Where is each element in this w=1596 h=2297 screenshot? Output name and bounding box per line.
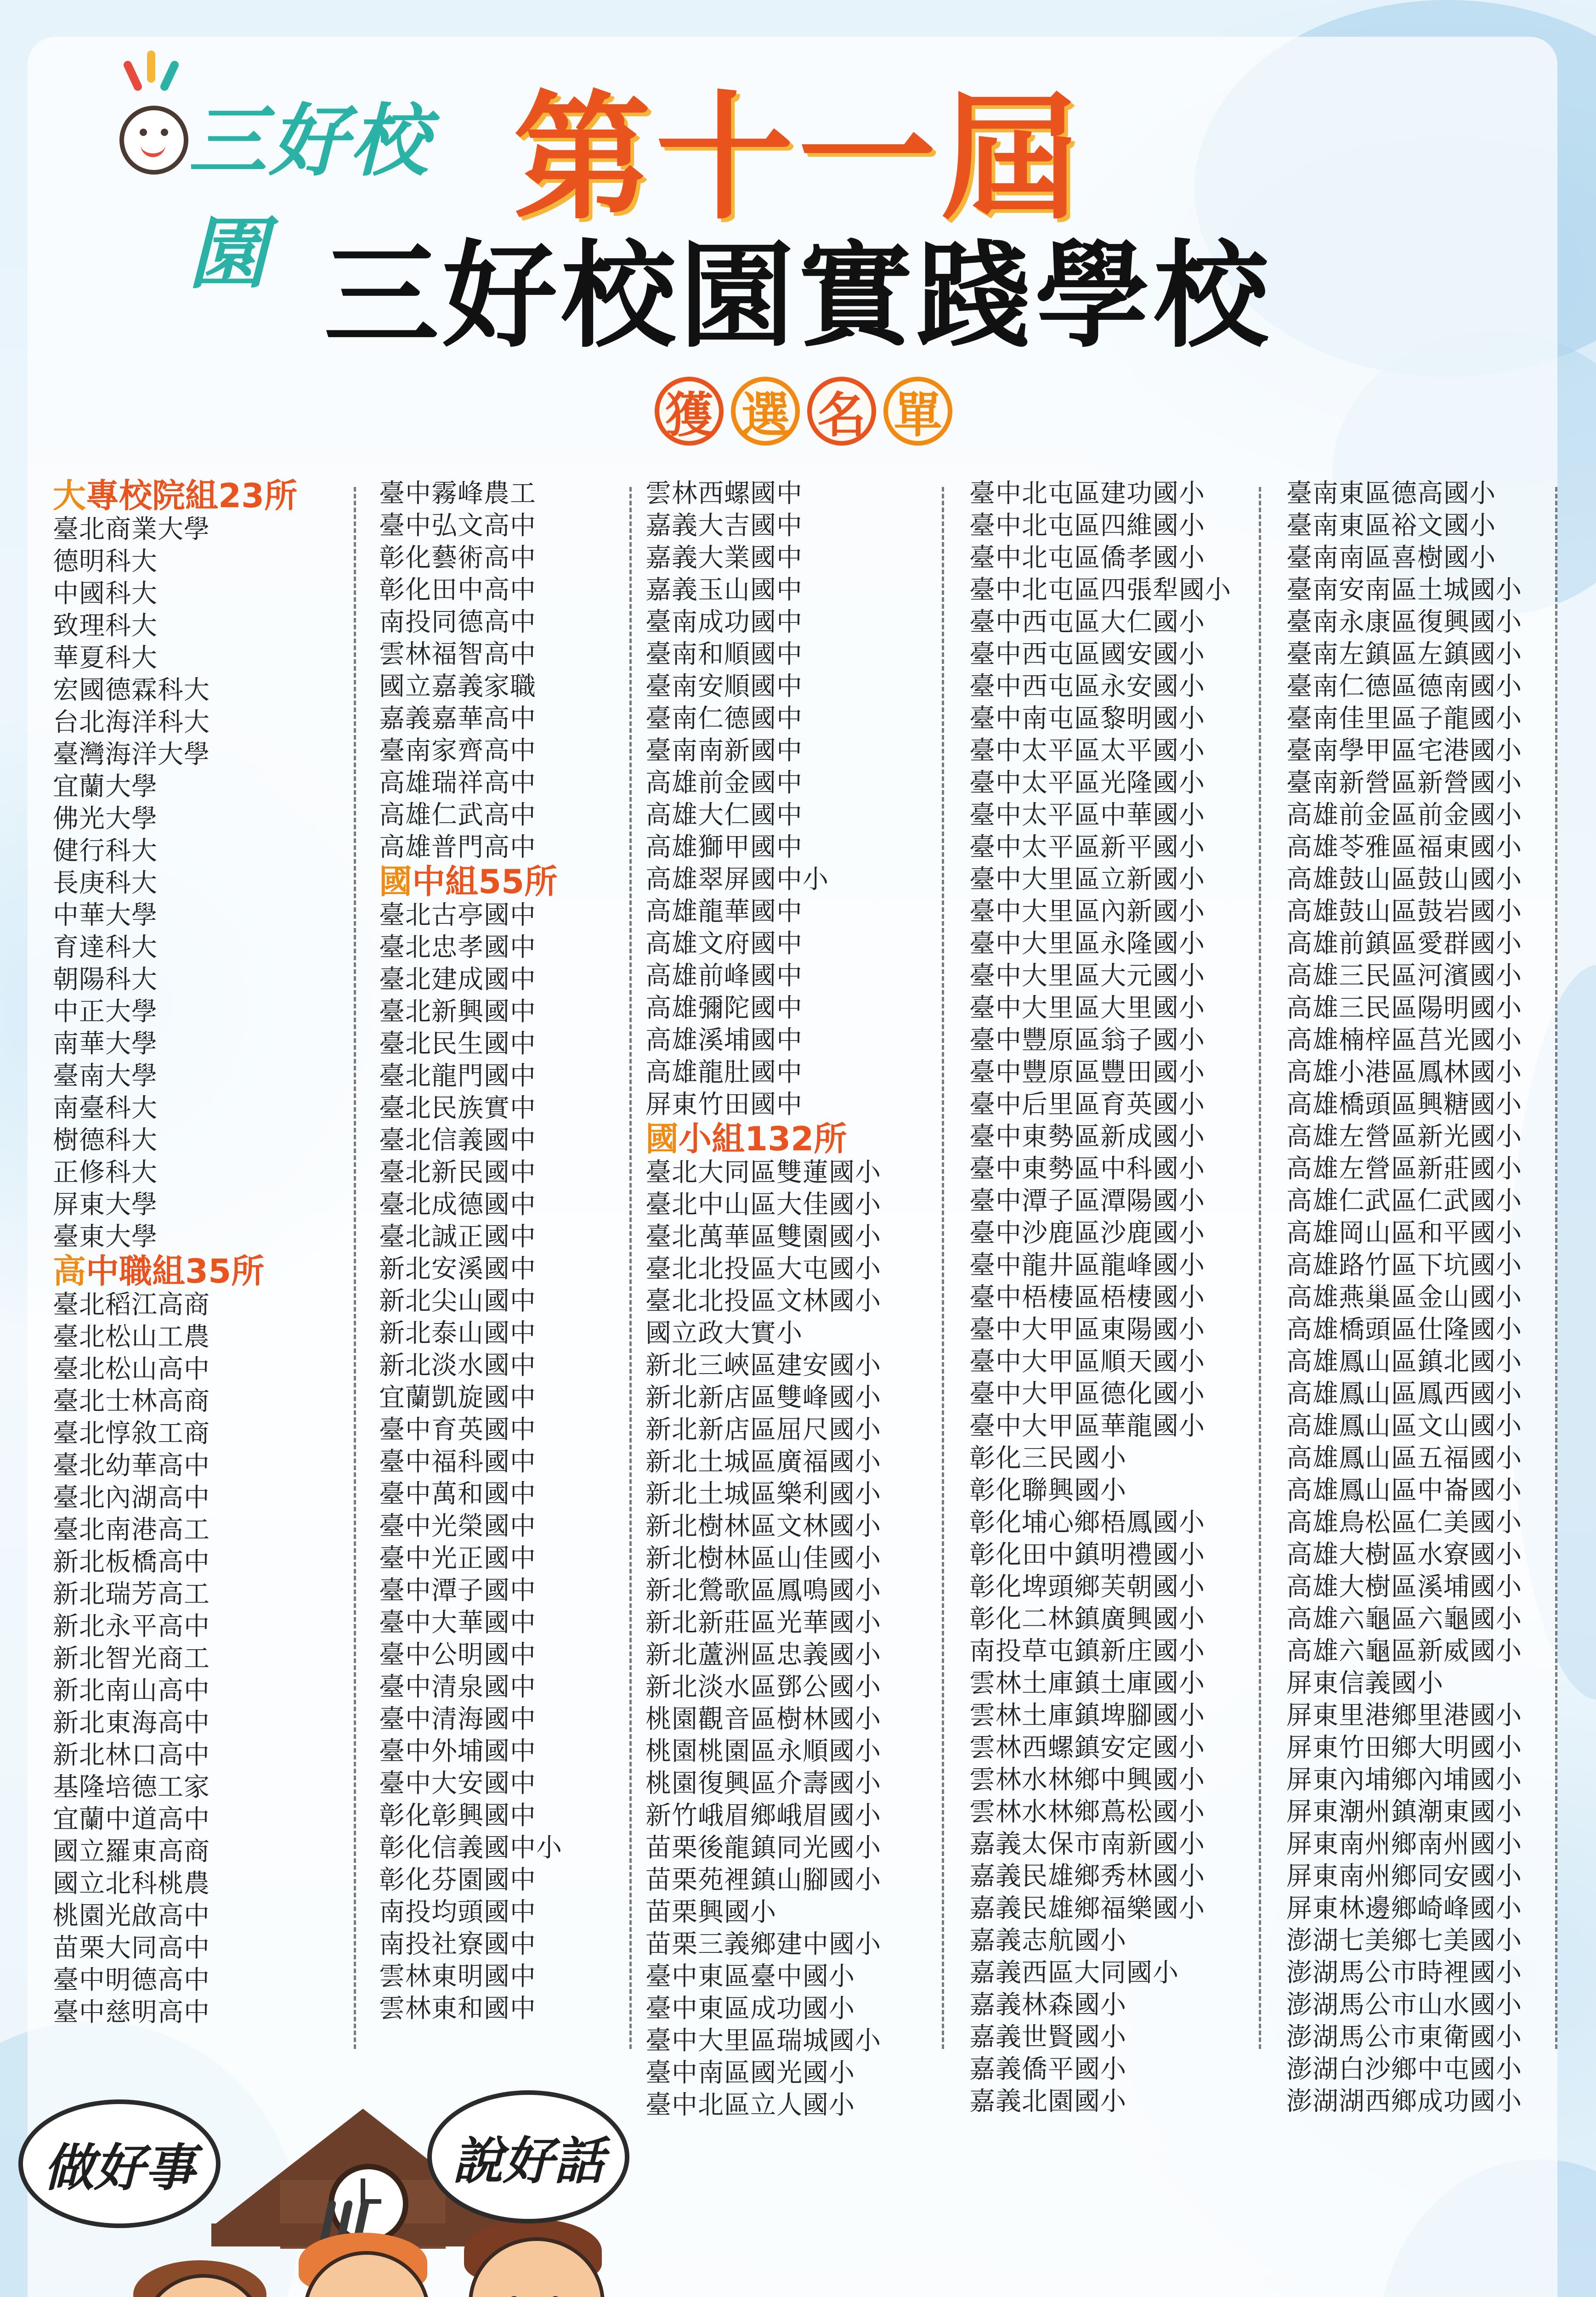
school-name: 澎湖白沙鄉中屯國小 [1286,2054,1522,2084]
school-name: 高雄前金國中 [645,768,803,798]
school-name: 朝陽科大 [53,965,158,995]
school-name: 臺中西屯區大仁國小 [969,607,1205,637]
school-name: 臺中大里區瑞城國小 [645,2026,881,2056]
group-header: 高中職組35所 [53,1252,265,1290]
school-name: 苗栗興國小 [645,1897,776,1927]
school-name: 南投草屯鎮新庄國小 [969,1636,1205,1666]
school-name: 高雄龍華國中 [645,897,803,927]
school-name: 高雄小港區鳳林國小 [1286,1058,1522,1087]
school-name: 臺北民生國中 [379,1029,536,1059]
school-name: 高雄鳳山區鳳西國小 [1286,1379,1522,1409]
school-name: 臺中清海國中 [379,1704,536,1734]
school-name: 宜蘭中道高中 [53,1805,210,1834]
school-name: 高雄六龜區新威國小 [1286,1636,1522,1666]
school-name: 高雄岡山區和平國小 [1286,1218,1522,1248]
school-name: 高雄普門高中 [379,832,536,862]
school-name: 正修科大 [53,1158,158,1188]
school-name: 臺北信義國中 [379,1126,536,1155]
school-name: 南投社寮國中 [379,1929,536,1959]
school-name: 彰化田中鎮明禮國小 [969,1540,1205,1570]
school-name: 臺中大里區內新國小 [969,897,1205,927]
school-name: 新北蘆洲區忠義國小 [645,1640,881,1670]
badge-char: 獲 [655,377,724,446]
school-list-column-2 [379,478,636,2025]
school-name: 南臺科大 [53,1093,158,1123]
school-name: 臺中太平區光隆國小 [969,768,1205,798]
school-name: 育達科大 [53,933,158,962]
school-name: 臺南佳里區子龍國小 [1286,704,1522,734]
school-name: 臺南東區裕文國小 [1286,511,1496,541]
school-name: 嘉義僑平國小 [969,2054,1126,2084]
school-name: 雲林西螺鎮安定國小 [969,1733,1205,1763]
school-name: 彰化埤頭鄉芙朝國小 [969,1572,1205,1602]
school-name: 屏東潮州鎮潮東國小 [1286,1797,1522,1827]
school-name: 臺中東區成功國小 [645,1994,855,2024]
school-name: 高雄龍肚國中 [645,1058,803,1087]
school-name: 高雄鼓山區鼓山國小 [1286,865,1522,894]
school-name: 彰化埔心鄉梧鳳國小 [969,1508,1205,1538]
school-name: 雲林西螺國中 [645,479,803,509]
school-name: 臺中光正國中 [379,1544,536,1573]
school-name: 臺中弘文高中 [379,511,536,541]
school-name: 臺南仁德區德南國小 [1286,672,1522,702]
school-name: 雲林土庫鎮土庫國小 [969,1669,1205,1698]
school-name: 新北樹林區文林國小 [645,1511,881,1541]
school-name: 屏東內埔鄉內埔國小 [1286,1765,1522,1795]
school-name: 臺中南屯區黎明國小 [969,704,1205,734]
school-name: 嘉義志航國小 [969,1926,1126,1956]
school-name: 致理科大 [53,611,158,641]
school-name: 臺北松山工農 [53,1322,210,1352]
school-name: 屏東竹田國中 [645,1090,803,1120]
school-name: 彰化二林鎮廣興國小 [969,1604,1205,1634]
school-name: 臺中沙鹿區沙鹿國小 [969,1218,1205,1248]
school-name: 高雄鳳山區中崙國小 [1286,1476,1522,1505]
school-name: 新北新莊區光華國小 [645,1608,881,1638]
school-name: 澎湖馬公市時裡國小 [1286,1958,1522,1988]
school-name: 彰化藝術高中 [379,543,536,573]
school-name: 雲林福智高中 [379,639,536,669]
school-name: 臺北北投區大屯國小 [645,1254,881,1284]
school-name: 臺中大甲區東陽國小 [969,1315,1205,1345]
school-name: 臺北忠孝國中 [379,933,536,962]
school-name: 臺中東區臺中國小 [645,1962,855,1991]
school-name: 臺南南新國中 [645,736,803,766]
school-name: 臺中龍井區龍峰國小 [969,1250,1205,1280]
school-name: 高雄大樹區溪埔國小 [1286,1572,1522,1602]
school-name: 中國科大 [53,579,158,609]
school-name: 臺灣海洋大學 [53,740,210,769]
school-name: 新北樹林區山佳國小 [645,1544,881,1573]
school-name: 臺北民族實中 [379,1093,536,1123]
school-name: 臺南學甲區宅港國小 [1286,736,1522,766]
school-name: 臺南東區德高國小 [1286,479,1496,509]
school-name: 新北永平高中 [53,1612,210,1641]
school-name: 新北瑞芳高工 [53,1579,210,1609]
school-name: 新北淡水區鄧公國小 [645,1672,881,1702]
school-name: 臺北古亭國中 [379,900,536,930]
school-name: 新北鶯歌區鳳鳴國小 [645,1576,881,1606]
speech-bubble-do-good: 做好事 [18,2099,221,2228]
school-name: 臺南安南區土城國小 [1286,575,1522,605]
selected-list-badges [655,377,952,446]
school-name: 臺中西屯區國安國小 [969,639,1205,669]
school-name: 臺中清泉國中 [379,1672,536,1702]
school-list-column-4 [969,478,1263,2118]
school-name: 雲林水林鄉蔦松國小 [969,1797,1205,1827]
school-name: 雲林東明國中 [379,1962,536,1991]
school-name: 高雄文府國中 [645,929,803,959]
school-name: 臺北稻江高商 [53,1290,210,1320]
school-name: 臺中大里區大里國小 [969,993,1205,1023]
school-name: 新北板橋高中 [53,1547,210,1577]
school-name: 嘉義北園國小 [969,2087,1126,2116]
school-name: 桃園光啟高中 [53,1901,210,1931]
school-name: 屏東里港鄉里港國小 [1286,1701,1522,1731]
school-name: 高雄大仁國中 [645,800,803,830]
school-name: 臺南家齊高中 [379,736,536,766]
school-name: 屏東南州鄉同安國小 [1286,1861,1522,1891]
school-name: 臺中大里區大元國小 [969,961,1205,991]
school-name: 臺北商業大學 [53,515,210,544]
school-name: 南投同德高中 [379,607,536,637]
school-name: 高雄路竹區下坑國小 [1286,1250,1522,1280]
school-name: 新北淡水國中 [379,1351,536,1380]
school-name: 臺中光榮國中 [379,1511,536,1541]
school-name: 華夏科大 [53,643,158,673]
school-name: 臺北新民國中 [379,1158,536,1188]
school-name: 彰化芬園國中 [379,1865,536,1895]
column-divider [354,487,356,2049]
school-name: 臺南左鎮區左鎮國小 [1286,639,1522,669]
school-name: 高雄前金區前金國小 [1286,800,1522,830]
school-name: 高雄楠梓區莒光國小 [1286,1025,1522,1055]
school-name: 高雄瑞祥高中 [379,768,536,798]
school-name: 高雄六龜區六龜國小 [1286,1604,1522,1634]
school-name: 基隆培德工家 [53,1772,210,1802]
school-name: 臺中大里區永隆國小 [969,929,1205,959]
school-name: 高雄仁武高中 [379,800,536,830]
school-name: 高雄三民區河濱國小 [1286,961,1522,991]
school-name: 彰化聯興國小 [969,1476,1126,1505]
school-name: 臺北誠正國中 [379,1222,536,1252]
school-name: 新北智光商工 [53,1644,210,1674]
group-header: 大專校院組23所 [53,476,298,515]
school-name: 中正大學 [53,997,158,1027]
school-name: 臺中北區立人國小 [645,2090,855,2120]
school-name: 臺中豐原區翁子國小 [969,1025,1205,1055]
school-name: 臺中北屯區四張犁國小 [969,575,1231,605]
school-name: 高雄橋頭區興糖國小 [1286,1090,1522,1120]
school-name: 宜蘭大學 [53,772,158,802]
school-name: 新北新店區雙峰國小 [645,1383,881,1413]
school-name: 臺南永康區復興國小 [1286,607,1522,637]
school-name: 彰化彰興國中 [379,1801,536,1831]
badge-char: 單 [883,377,952,446]
school-name: 新北林口高中 [53,1740,210,1770]
school-name: 新北新店區屈尺國小 [645,1415,881,1445]
page-title: 三好校園實踐學校 [324,229,1272,363]
school-name: 苗栗大同高中 [53,1933,210,1963]
school-name: 嘉義大業國中 [645,543,803,573]
school-name: 澎湖馬公市東衛國小 [1286,2022,1522,2052]
school-name: 高雄燕巢區金山國小 [1286,1283,1522,1313]
school-name: 臺中明德高中 [53,1965,210,1995]
school-name: 新北南山高中 [53,1676,210,1706]
school-name: 臺中北屯區僑孝國小 [969,543,1205,573]
school-name: 雲林土庫鎮埤腳國小 [969,1701,1205,1731]
speech-bubble-speak-good: 說好話 [427,2090,629,2223]
school-list-column-3 [645,478,921,2122]
school-name: 臺中后里區育英國小 [969,1090,1205,1120]
badge-char: 選 [731,377,800,446]
school-name: 臺中太平區太平國小 [969,736,1205,766]
school-name: 高雄前鎮區愛群國小 [1286,929,1522,959]
school-name: 嘉義林森國小 [969,1990,1126,2020]
column-divider [1555,487,1557,2049]
school-name: 高雄大樹區水寮國小 [1286,1540,1522,1570]
school-name: 臺中東勢區新成國小 [969,1122,1205,1152]
school-name: 屏東大學 [53,1190,158,1220]
school-name: 屏東信義國小 [1286,1669,1443,1698]
school-name: 國立北科桃農 [53,1869,210,1899]
school-name: 台北海洋科大 [53,707,210,737]
school-name: 臺中大甲區德化國小 [969,1379,1205,1409]
school-name: 宜蘭凱旋國中 [379,1383,536,1413]
badge-char: 名 [807,377,876,446]
school-name: 臺中潭子區潭陽國小 [969,1186,1205,1216]
school-list-column-1 [53,478,347,2029]
school-name: 高雄苓雅區福東國小 [1286,832,1522,862]
school-name: 臺中東勢區中科國小 [969,1154,1205,1184]
school-name: 臺中育英國中 [379,1415,536,1445]
school-name: 高雄鼓山區鼓岩國小 [1286,897,1522,927]
school-name: 高雄左營區新光國小 [1286,1122,1522,1152]
school-name: 澎湖七美鄉七美國小 [1286,1926,1522,1956]
school-name: 長庚科大 [53,868,158,898]
school-name: 臺北惇敘工商 [53,1419,210,1448]
school-name: 國立嘉義家職 [379,672,536,702]
school-name: 佛光大學 [53,804,158,834]
school-name: 高雄鳳山區五福國小 [1286,1443,1522,1473]
school-name: 臺北龍門國中 [379,1061,536,1091]
school-name: 新北土城區樂利國小 [645,1479,881,1509]
school-name: 德明科大 [53,547,158,577]
school-name: 嘉義世賢國小 [969,2022,1126,2052]
school-name: 屏東林邊鄉崎峰國小 [1286,1894,1522,1924]
school-name: 臺中慈明高中 [53,1997,210,2027]
school-name: 高雄鳥松區仁美國小 [1286,1508,1522,1538]
group-header: 國小組132所 [645,1120,847,1158]
school-name: 高雄前峰國中 [645,961,803,991]
school-name: 宏國德霖科大 [53,675,210,705]
school-name: 臺中南區國光國小 [645,2058,855,2088]
school-name: 臺中北屯區建功國小 [969,479,1205,509]
school-name: 臺中大甲區順天國小 [969,1347,1205,1377]
school-name: 新北尖山國中 [379,1286,536,1316]
school-name: 桃園復興區介壽國小 [645,1769,881,1799]
school-name: 高雄彌陀國中 [645,993,803,1023]
edition-title: 第十一屆 [513,78,1083,238]
school-name: 彰化三民國小 [969,1443,1126,1473]
school-name: 屏東竹田鄉大明國小 [1286,1733,1522,1763]
school-name: 臺南和順國中 [645,639,803,669]
school-name: 南投均頭國中 [379,1897,536,1927]
school-name: 臺中公明國中 [379,1640,536,1670]
school-name: 嘉義西區大同國小 [969,1958,1179,1988]
school-name: 苗栗苑裡鎮山腳國小 [645,1865,881,1895]
school-name: 臺中梧棲區梧棲國小 [969,1283,1205,1313]
school-name: 臺北萬華區雙園國小 [645,1222,881,1252]
school-name: 健行科大 [53,836,158,866]
school-name: 臺南大學 [53,1061,158,1091]
school-name: 嘉義玉山國中 [645,575,803,605]
school-name: 臺南仁德國中 [645,704,803,734]
school-name: 臺北松山高中 [53,1354,210,1384]
school-name: 臺北南港高工 [53,1515,210,1545]
school-name: 臺南南區喜樹國小 [1286,543,1496,573]
school-name: 苗栗後龍鎮同光國小 [645,1833,881,1863]
group-header: 國中組55所 [379,862,558,901]
school-name: 南華大學 [53,1029,158,1059]
school-name: 臺中太平區中華國小 [969,800,1205,830]
school-name: 臺中萬和國中 [379,1479,536,1509]
school-name: 臺北中山區大佳國小 [645,1190,881,1220]
school-name: 臺東大學 [53,1222,158,1252]
school-name: 臺南新營區新營國小 [1286,768,1522,798]
school-name: 國立政大實小 [645,1318,803,1348]
school-name: 高雄獅甲國中 [645,832,803,862]
school-name: 彰化田中高中 [379,575,536,605]
school-name: 嘉義民雄鄉秀林國小 [969,1861,1205,1891]
school-name: 臺北建成國中 [379,965,536,995]
school-name: 高雄鳳山區鎮北國小 [1286,1347,1522,1377]
school-name: 苗栗三義鄉建中國小 [645,1929,881,1959]
school-name: 桃園觀音區樹林國小 [645,1704,881,1734]
school-name: 臺中福科國中 [379,1447,536,1477]
school-name: 嘉義太保市南新國小 [969,1829,1205,1859]
school-name: 新竹峨眉鄉峨眉國小 [645,1801,881,1831]
school-name: 高雄鳳山區文山國小 [1286,1411,1522,1441]
school-name: 澎湖馬公市山水國小 [1286,1990,1522,2020]
school-name: 臺北北投區文林國小 [645,1286,881,1316]
school-name: 臺中豐原區豐田國小 [969,1058,1205,1087]
school-name: 新北泰山國中 [379,1318,536,1348]
school-name: 嘉義大吉國中 [645,511,803,541]
logo-text: 三好校園 [188,95,431,300]
school-name: 臺北內湖高中 [53,1483,210,1513]
school-name: 臺中大安國中 [379,1769,536,1799]
school-name: 臺北幼華高中 [53,1451,210,1481]
column-divider [942,487,944,2049]
school-name: 嘉義民雄鄉福樂國小 [969,1894,1205,1924]
school-name: 雲林水林鄉中興國小 [969,1765,1205,1795]
school-name: 高雄仁武區仁武國小 [1286,1186,1522,1216]
school-name: 臺北大同區雙蓮國小 [645,1158,881,1188]
school-name: 新北土城區廣福國小 [645,1447,881,1477]
school-name: 高雄三民區陽明國小 [1286,993,1522,1023]
school-name: 臺中太平區新平國小 [969,832,1205,862]
school-name: 高雄溪埔國中 [645,1025,803,1055]
school-list-column-5 [1286,478,1544,2118]
school-name: 高雄橋頭區仕隆國小 [1286,1315,1522,1345]
school-name: 臺中潭子國中 [379,1576,536,1606]
school-name: 臺中大甲區華龍國小 [969,1411,1205,1441]
school-name: 雲林東和國中 [379,1994,536,2024]
school-name: 中華大學 [53,900,158,930]
school-name: 國立羅東高商 [53,1837,210,1867]
school-name: 新北東海高中 [53,1708,210,1738]
school-name: 樹德科大 [53,1126,158,1155]
school-name: 臺南安順國中 [645,672,803,702]
school-name: 桃園桃園區永順國小 [645,1737,881,1766]
school-name: 彰化信義國中小 [379,1833,562,1863]
school-name: 澎湖湖西鄉成功國小 [1286,2087,1522,2116]
school-name: 臺北士林高商 [53,1386,210,1416]
school-name: 臺南成功國中 [645,607,803,637]
school-name: 臺中西屯區永安國小 [969,672,1205,702]
school-name: 屏東南州鄉南州國小 [1286,1829,1522,1859]
school-name: 臺中外埔國中 [379,1737,536,1766]
school-name: 臺中霧峰農工 [379,479,536,509]
school-name: 嘉義嘉華高中 [379,704,536,734]
school-name: 高雄左營區新莊國小 [1286,1154,1522,1184]
school-name: 臺北新興國中 [379,997,536,1027]
school-name: 臺中北屯區四維國小 [969,511,1205,541]
school-name: 新北三峽區建安國小 [645,1351,881,1380]
school-name: 臺中大里區立新國小 [969,865,1205,894]
school-name: 新北安溪國中 [379,1254,536,1284]
school-name: 臺中大華國中 [379,1608,536,1638]
school-name: 臺北成德國中 [379,1190,536,1220]
school-name: 高雄翠屏國中小 [645,865,829,894]
